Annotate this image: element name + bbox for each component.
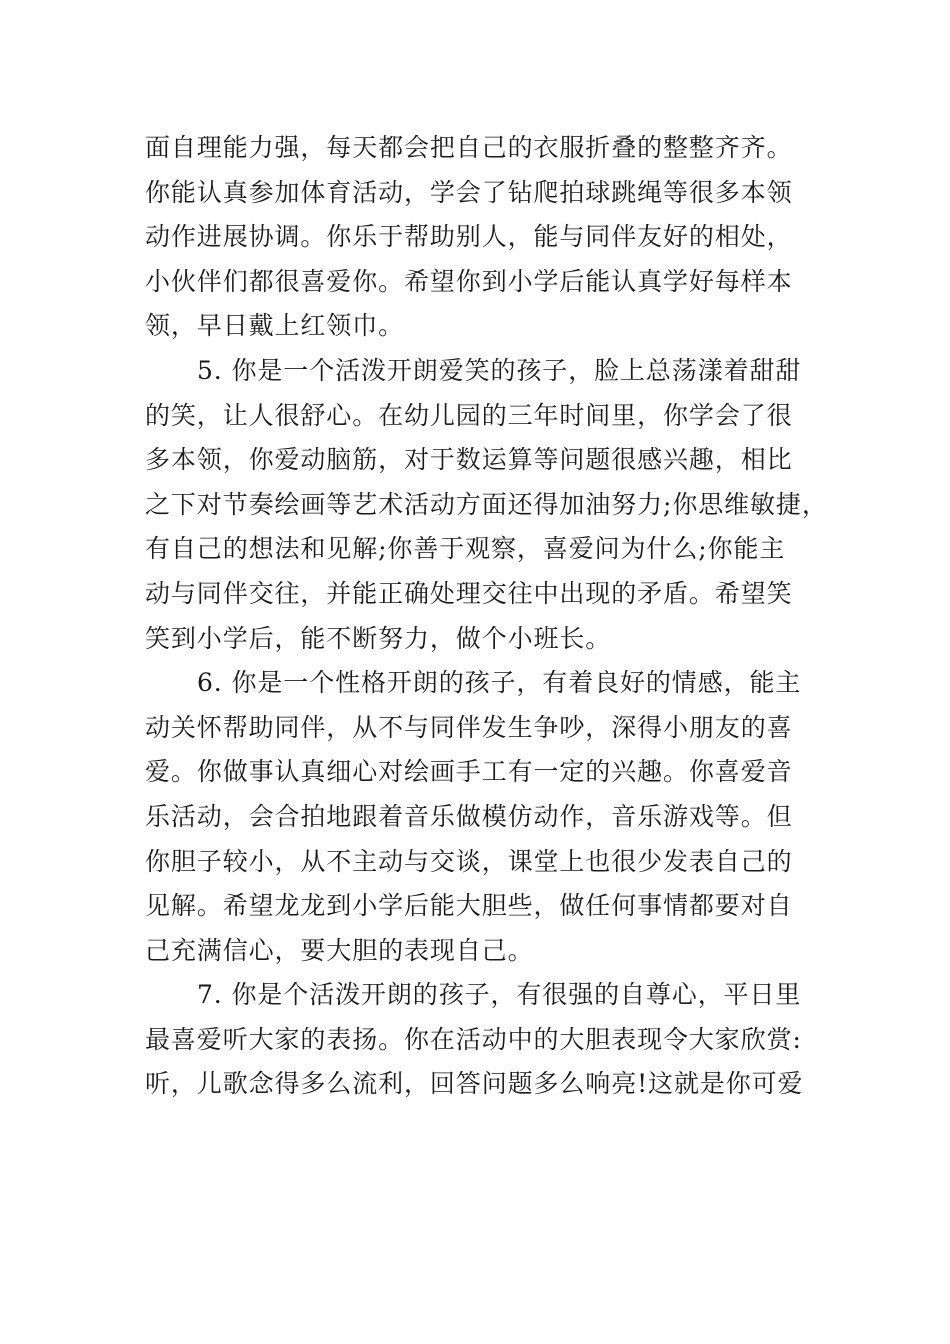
text-line: 爱。你做事认真细心对绘画手工有一定的兴趣。你喜爱音 — [145, 757, 793, 787]
text-line: 见解。希望龙龙到小学后能大胆些，做任何事情都要对自 — [145, 891, 793, 921]
text-line: 小伙伴们都很喜爱你。希望你到小学后能认真学好每样本 — [145, 266, 793, 296]
body-text — [145, 126, 828, 1107]
text-line: 你胆子较小，从不主动与交谈，课堂上也很少发表自己的 — [145, 846, 793, 876]
text-line: 有自己的想法和见解;你善于观察，喜爱问为什么;你能主 — [145, 534, 786, 564]
paragraph-start-5: 5. 你是一个活泼开朗爱笑的孩子，脸上总荡漾着甜甜 — [197, 355, 802, 385]
text-line: 己充满信心，要大胆的表现自己。 — [145, 935, 534, 965]
text-line: 最喜爱听大家的表扬。你在活动中的大胆表现令大家欣赏: — [145, 1024, 802, 1054]
text-line: 你能认真参加体育活动，学会了钻爬拍球跳绳等很多本领 — [145, 177, 793, 207]
text-line: 领，早日戴上红领巾。 — [145, 311, 405, 341]
paragraph-start-6: 6. 你是一个性格开朗的孩子，有着良好的情感，能主 — [197, 668, 802, 698]
text-line: 笑到小学后，能不断努力，做个小班长。 — [145, 623, 612, 653]
text-line: 乐活动，会合拍地跟着音乐做模仿动作，音乐游戏等。但 — [145, 801, 793, 831]
text-line: 面自理能力强，每天都会把自己的衣服折叠的整整齐齐。 — [145, 133, 793, 162]
text-line: 多本领，你爱动脑筋，对于数运算等问题很感兴趣，相比 — [145, 445, 793, 475]
text-line: 之下对节奏绘画等艺术活动方面还得加油努力;你思维敏捷， — [145, 489, 828, 519]
text-line: 动关怀帮助同伴，从不与同伴发生争吵，深得小朋友的喜 — [145, 712, 793, 742]
paragraph-start-7: 7. 你是个活泼开朗的孩子，有很强的自尊心，平日里 — [197, 980, 802, 1010]
text-line: 动作进展协调。你乐于帮助别人，能与同伴友好的相处， — [145, 222, 793, 252]
text-line: 的笑，让人很舒心。在幼儿园的三年时间里，你学会了很 — [145, 400, 793, 430]
text-line: 听，儿歌念得多么流利，回答问题多么响亮!这就是你可爱 — [145, 1069, 804, 1099]
text-line: 动与同伴交往，并能正确处理交往中出现的矛盾。希望笑 — [145, 578, 793, 608]
